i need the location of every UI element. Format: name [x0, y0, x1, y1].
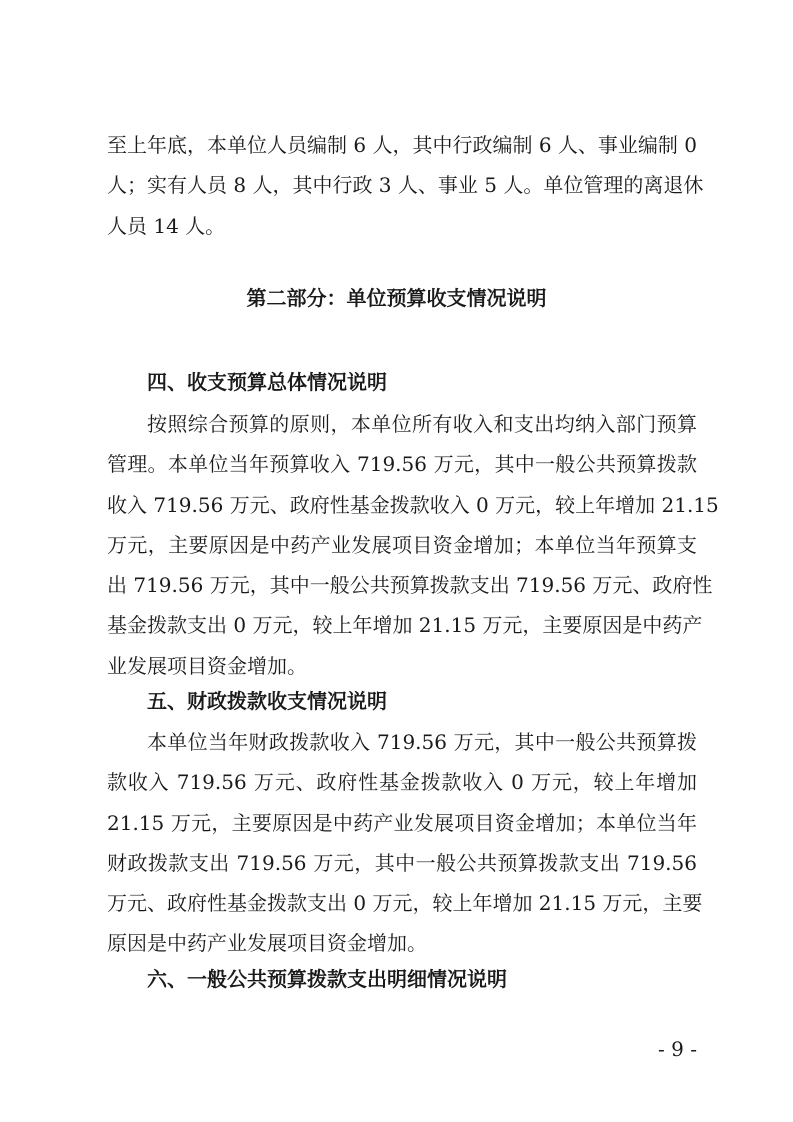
section-5-line: 原因是中药产业发展项目资金增加。: [107, 931, 427, 956]
section-5-line: 21.15 万元，主要原因是中药产业发展项目资金增加；本单位当年: [107, 810, 697, 835]
section-4-line: 按照综合预算的原则，本单位所有收入和支出均纳入部门预算: [147, 412, 697, 436]
section-heading-4: 四、收支预算总体情况说明: [147, 370, 387, 394]
page-number: - 9 -: [658, 1037, 697, 1061]
section-4-paragraph: [107, 404, 719, 686]
section-heading-5: 五、财政拨款收支情况说明: [147, 689, 387, 713]
part-title: 第二部分：单位预算收支情况说明: [246, 286, 547, 310]
section-5-line: 万元、政府性基金拨款支出 0 万元，较上年增加 21.15 万元，主要: [107, 891, 703, 916]
section-4-line: 出 719.56 万元，其中一般公共预算拨款支出 719.56 万元、政府性: [107, 573, 713, 598]
section-5-line: 财政拨款支出 719.56 万元，其中一般公共预算拨款支出 719.56: [107, 850, 697, 875]
section-4-line: 收入 719.56 万元、政府性基金拨款收入 0 万元，较上年增加 21.15: [107, 492, 719, 517]
section-4-line: 万元，主要原因是中药产业发展项目资金增加；本单位当年预算支: [107, 532, 697, 557]
section-4-line: 管理。本单位当年预算收入 719.56 万元，其中一般公共预算拨款: [107, 452, 697, 477]
section-5-line: 本单位当年财政拨款收入 719.56 万元，其中一般公共预算拨: [147, 730, 697, 754]
intro-line: 人员 14 人。: [107, 213, 226, 238]
section-5-line: 款收入 719.56 万元、政府性基金拨款收入 0 万元，较上年增加: [107, 770, 697, 795]
section-4-line: 基金拨款支出 0 万元，较上年增加 21.15 万元，主要原因是中药产: [107, 613, 703, 638]
intro-paragraph: [107, 125, 704, 246]
intro-line: 人；实有人员 8 人，其中行政 3 人、事业 5 人。单位管理的离退休: [107, 173, 704, 198]
intro-line: 至上年底，本单位人员编制 6 人，其中行政编制 6 人、事业编制 0: [107, 133, 697, 157]
section-heading-6: 六、一般公共预算拨款支出明细情况说明: [147, 967, 507, 991]
section-5-paragraph: [107, 722, 703, 964]
section-4-line: 业发展项目资金增加。: [107, 653, 307, 678]
